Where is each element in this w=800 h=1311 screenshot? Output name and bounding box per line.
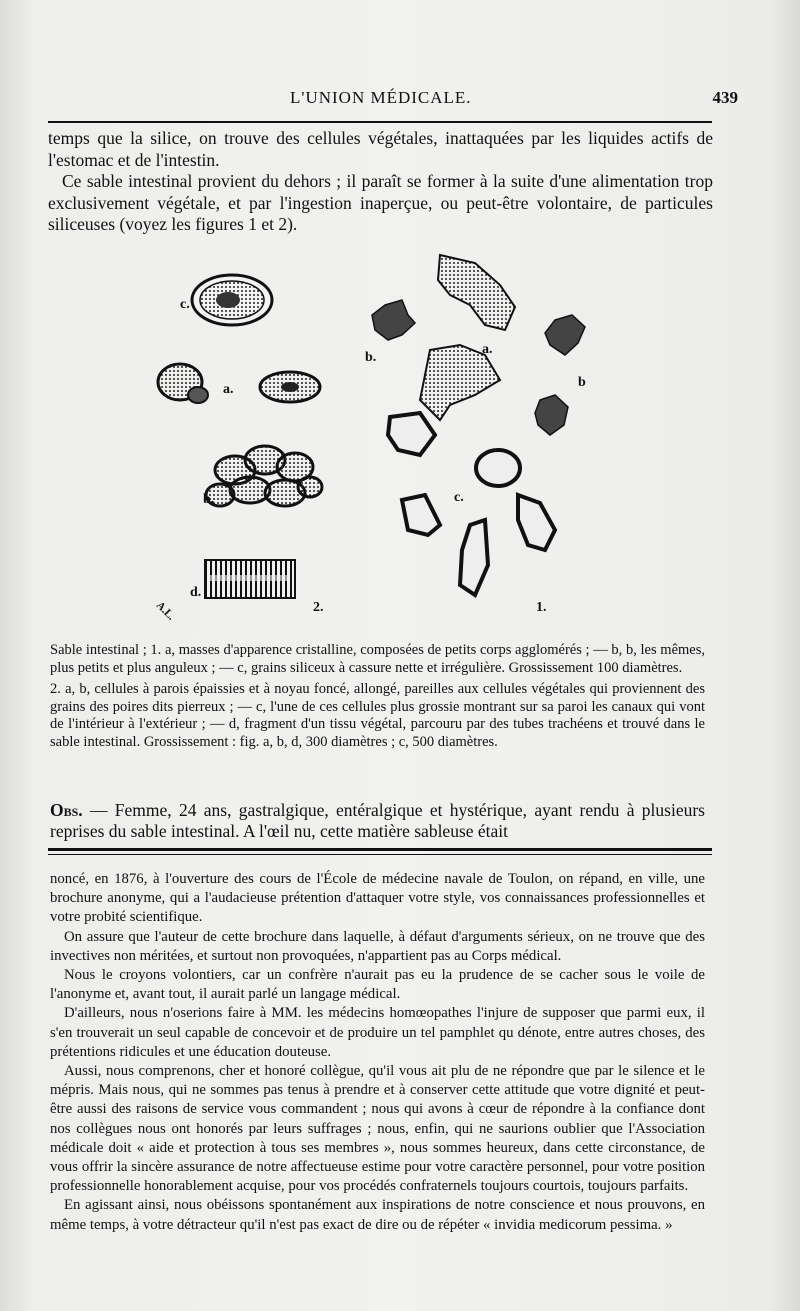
intro-text bbox=[48, 128, 713, 236]
header-rule bbox=[48, 121, 712, 123]
label-engraver: A.L. bbox=[153, 599, 177, 623]
sand-figure bbox=[140, 245, 610, 640]
figure-illustration bbox=[140, 245, 610, 640]
letter-paragraph-4: D'ailleurs, nous n'oserions faire à MM. les médecins homœopathes l'injure de supposer que parmi eux, il s'en trouverait un seul capable de concevoir et de produire un tel pamphlet qu dénote, entre autres choses, des prétentions ridicules et une éducation douteuse. bbox=[50, 1005, 705, 1060]
letter-paragraph-2: On assure que l'auteur de cette brochure dans laquelle, à défaut d'arguments sérieux, on ne trouve que des invectives non méritées, et surtout non provoquées, n'appartient pas au Corps médical. bbox=[50, 928, 705, 964]
figure-caption bbox=[50, 642, 705, 755]
label-fig1-a: a. bbox=[482, 342, 493, 357]
caption-fig1: Sable intestinal ; 1. a, masses d'apparence cristalline, composées de petits corps agglomérés ; — b, b, les mêmes, plus petits et plus anguleux ; — c, grains siliceux à cassure nette et irrégulière. Grossissement 100 diamètres. bbox=[50, 642, 705, 676]
fragment-d-drawing bbox=[205, 560, 295, 598]
section-rule-top bbox=[48, 848, 712, 851]
journal-title: L'UNION MÉDICALE. bbox=[290, 88, 472, 107]
observation-text: — Femme, 24 ans, gastralgique, entéralgique et hystérique, ayant rendu à plusieurs reprises du sable intestinal. A l'œil nu, cette matière sableuse était bbox=[50, 800, 705, 841]
label-fig1-b1: b. bbox=[365, 350, 377, 365]
letter-paragraph-1: noncé, en 1876, à l'ouverture des cours de l'École de médecine navale de Toulon, on répand, en ville, une brochure anonyme, qui a l'audacieuse prétention d'attaquer votre style, vos connaissances professionnelles et votre probité scientifique. bbox=[50, 871, 705, 926]
letter-paragraph-3: Nous le croyons volontiers, car un confrère n'aurait pas eu la prudence de se cacher sous le voile de l'anonyme et, avant tout, il aurait parlé un langage médical. bbox=[50, 967, 705, 1003]
label-fig1-number: 1. bbox=[536, 600, 547, 615]
letter-paragraph-6: En agissant ainsi, nous obéissons spontanément aux inspirations de notre conscience et nous prouvons, en même temps, à votre détracteur qu'il n'est pas exact de dire ou de répéter « invidia medicorum pessima. » bbox=[50, 1197, 705, 1233]
cells-a-drawing bbox=[158, 364, 320, 403]
letter-text bbox=[50, 870, 705, 1235]
intro-paragraph-2: Ce sable intestinal provient du dehors ; il paraît se former à la suite d'une alimentation trop exclusivement végétale, et par l'ingestion inaperçue, ou peut-être volontaire, de particules siliceuses (voyez les figures 1 et 2). bbox=[48, 171, 713, 234]
mass-a-drawing bbox=[420, 255, 515, 420]
label-fig2-a: a. bbox=[223, 382, 234, 397]
label-fig2-c: c. bbox=[180, 297, 190, 312]
caption-fig2: 2. a, b, cellules à parois épaissies et à noyau foncé, allongé, pareilles aux cellules végétales qui proviennent des grains des poires dits pierreux ; — c, l'une de ces cellules plus grossie montrant sur sa paroi les canaux qui vont de l'intérieur à l'extérieur ; — d, fragment d'un tissu végétal, parcouru par des tubes trachéens et trouvé dans le sable intestinal. Grossissement : fig. a, b, d, 300 diamètres ; c, 500 diamètres. bbox=[50, 681, 705, 750]
intro-paragraph-1: temps que la silice, on trouve des cellules végétales, inattaquées par les liquides actifs de l'estomac et de l'intestin. bbox=[48, 128, 713, 170]
label-fig2-d: d. bbox=[190, 585, 202, 600]
cells-b-drawing bbox=[206, 446, 322, 506]
label-fig2-b: b. bbox=[203, 492, 215, 507]
section-rule-bottom bbox=[48, 854, 712, 855]
label-fig2-number: 2. bbox=[313, 600, 324, 615]
letter-paragraph-5: Aussi, nous comprenons, cher et honoré collègue, qu'il vous ait plu de ne répondre que par le silence et le mépris. Mais nous, qui ne sommes pas tenus à prendre et à conserver cette attitude que votre dignité et peut-être aussi des raisons de service vous commandent ; nous qui avons à cœur de répondre à la confiance dont nos collègues nous ont honorés par leurs suffrages ; nous, enfin, qui ne saurions oublier que l'Association médicale doit « aide et protection à tous ses membres », nous sommes heureux, dans cette circonstance, de vous offrir la sincère assurance de notre affectueuse estime pour votre caractère personnel, pour votre position professionnelle honorablement acquise, pour vos procédés confraternels toujours courtois, toujours parfaits. bbox=[50, 1063, 705, 1195]
label-fig1-c: c. bbox=[454, 490, 464, 505]
label-fig1-b2: b bbox=[578, 375, 586, 390]
observation-paragraph bbox=[50, 800, 705, 842]
observation-lead: Obs. bbox=[50, 800, 83, 820]
cell-c-drawing bbox=[192, 275, 272, 325]
grains-c-drawing bbox=[388, 413, 555, 595]
page-number: 439 bbox=[712, 88, 738, 107]
running-header bbox=[40, 88, 738, 112]
